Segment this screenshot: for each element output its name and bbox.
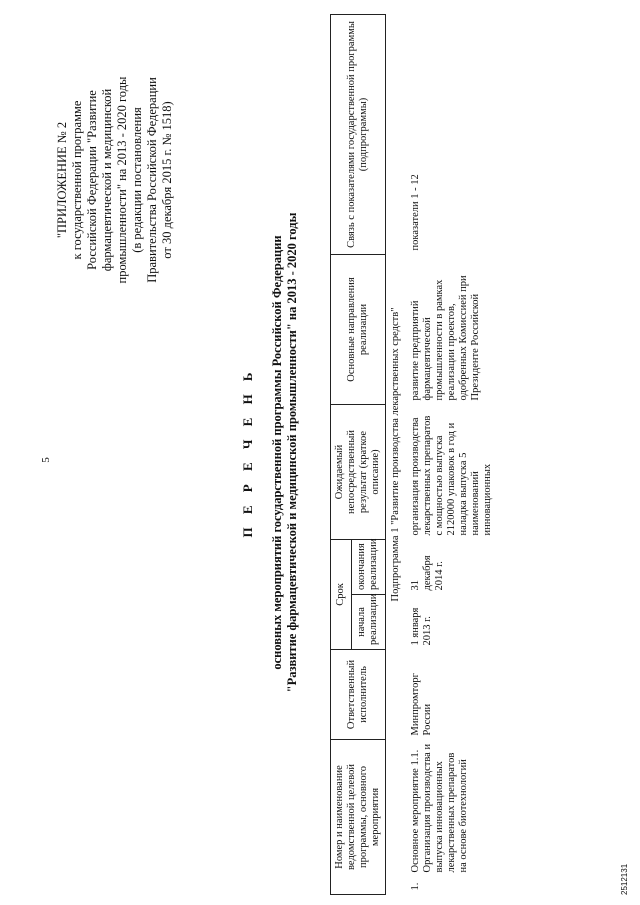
measure-name: Основное мероприятие 1.1. Организация производства и выпуска инновационных лекарственных препаратов на основе биотехнологий [410, 743, 469, 873]
measures-table [330, 14, 498, 895]
measure-number: 1. [410, 882, 421, 891]
appendix-line: промышленности" на 2013 - 2020 годы [115, 76, 129, 284]
appendix-line: Российской Федерации "Развитие [85, 90, 99, 270]
document-stamp: 2512131 [620, 863, 629, 895]
document-subtitle [270, 150, 300, 755]
table-row [406, 14, 498, 894]
header-executor: Ответственный исполнитель [331, 650, 386, 740]
subtitle-line-2: "Развитие фармацевтической и медицинской промышленности" на 2013 - 2020 годы [285, 212, 299, 693]
header-start: начала реализации [351, 595, 385, 650]
subtitle-line-1: основных мероприятий государственной программы Российской Федерации [270, 235, 284, 670]
appendix-line: фармацевтической и медицинской [100, 88, 114, 272]
executor-cell: Минпромторг России [410, 673, 433, 736]
header-directions: Основные направления реализации [331, 254, 386, 404]
header-number-name: Номер и наименование ведомственной целевой программы, основного мероприятия [331, 740, 386, 895]
appendix-header [55, 0, 175, 360]
page-number: 5 [40, 457, 52, 463]
appendix-line: (в редакции постановления [130, 107, 144, 253]
result-cell: организация производства лекарственных препаратов с мощностью выпуска 2120000 упаковок в год и наладка выпуска 5 наименований инновационных [410, 415, 493, 536]
header-expected-result: Ожидаемый непосредственный результат (краткое описание) [331, 404, 386, 539]
appendix-line: "ПРИЛОЖЕНИЕ № 2 [55, 121, 69, 239]
end-cell: 31 декабря 2014 г. [410, 555, 445, 591]
appendix-line: к государственной программе [70, 100, 84, 260]
subprogram-row [386, 14, 407, 894]
directions-cell: развитие предприятий фармацевтической промышленности в рамках реализации проектов, одобренных Комиссией при Президенте Российской [410, 275, 481, 401]
header-end: окончания реализации [351, 539, 385, 594]
header-term: Срок [331, 539, 352, 649]
subprogram-title: Подпрограмма 1 "Развитие производства лекарственных средств" [390, 307, 401, 602]
header-link: Связь с показателями государственной программы (подпрограммы) [331, 14, 386, 254]
appendix-line: от 30 декабря 2015 г. № 1518) [160, 101, 174, 259]
link-cell: показатели 1 - 12 [410, 174, 421, 251]
measure-name-cell [406, 740, 498, 895]
start-cell: 1 января 2013 г. [410, 607, 433, 646]
appendix-line: Правительства Российской Федерации [145, 77, 159, 283]
document-title: П Е Р Е Ч Е Н Ь [240, 367, 255, 538]
